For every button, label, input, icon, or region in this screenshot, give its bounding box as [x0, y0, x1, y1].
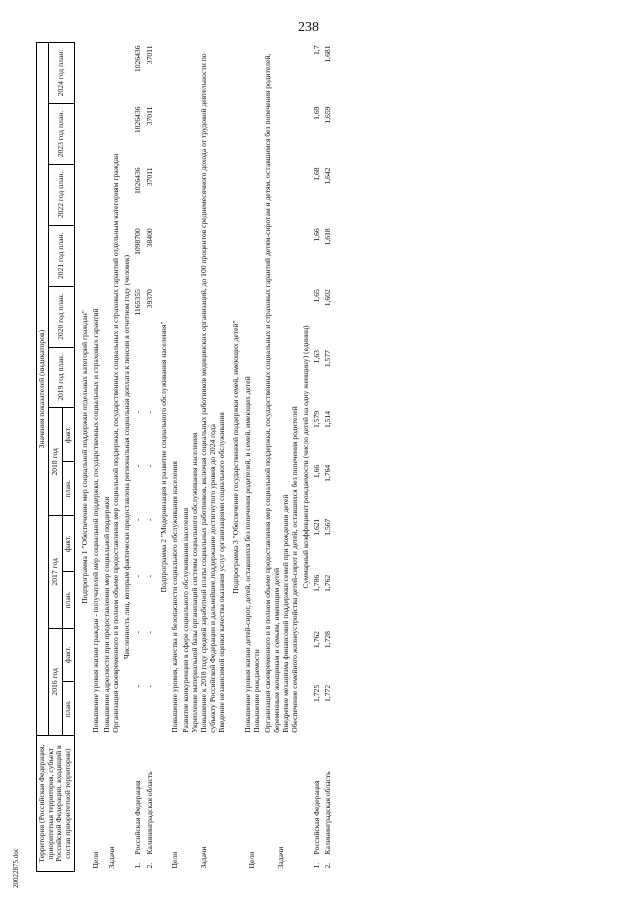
- goals-label: Цели: [169, 851, 179, 869]
- subprogram-2-tasks: Развитие конкуренции в сфере социального обслуживания населения Укрепление материальной базы организаций системы социального обслуживания населения Повышение к 2018 году средней заработной платы социальных работников, включая социальных работников медицинских организаций, до 100 процентов среднемесячного дохода от трудовой деятельности по субъекту Российской Федерации и дальнейшее поддержание достигнутого уровня до 2024 года Введение независимой оценки качества оказания услуг организациями социального обслуживания: [180, 53, 227, 733]
- subprogram-1-title: Подпрограмма 1 "Обеспечение мер социальной поддержки отдельных категорий граждан": [79, 310, 89, 604]
- subprogram-2-goals: Повышение уровня, качества и безопасности социального обслуживания населения: [169, 461, 179, 733]
- header-plan-2020: 2020 год план.: [48, 286, 74, 347]
- header-plan-2019: 2019 год план.: [48, 347, 74, 408]
- header-year-2017: 2017 год: [48, 516, 62, 628]
- header-sub: план.: [63, 462, 75, 516]
- header-values: Значения показателей (индикаторов): [37, 43, 49, 736]
- subprogram-3-tasks: Организация своевременного и в полном объеме предоставления мер социальной поддержки, государственных социальных и страховых гарантий детям-сиротам и детям, оставшимся без попечения родителей, беременным женщинам и семьям, имеющим детей Внедрение механизма финансовой поддержки семей при рождении детей Обеспечение семейного жизнеустройства детей-сирот и детей, оставшихся без попечения родителей: [262, 53, 300, 733]
- indicator-pension-supplement: Численность лиц, которым фактически предоставлена региональная социальная доплата к пенсии в отчетном году (человек): [122, 254, 132, 660]
- document-footer: 20022875.doc: [12, 848, 20, 888]
- header-sub: план.: [63, 572, 75, 628]
- header-year-2016: 2016 год: [48, 628, 62, 736]
- indicator-fertility-rate: Суммарный коэффициент рождаемости (число детей на одну женщину) (единиц): [301, 325, 311, 589]
- tasks-label: Задачи: [106, 846, 116, 869]
- header-sub: план.: [63, 682, 75, 736]
- rotated-table-page: [36, 42, 616, 872]
- header-territory: Территория (Российская Федерация, приоритетная территория, субъект Российской Федерации, входящий в состав приоритетной территории): [37, 736, 75, 872]
- tasks-label: Задачи: [199, 846, 209, 869]
- table-row: 1. Российская Федерация 1,725 1,762 1,786 1,621 1,66 1,579 1,63 1,65 1,66 1,68 1,69 1,7: [312, 45, 322, 869]
- table-row: 2. Калининградская область 1,772 1,728 1,762 1,567 1,764 1,514 1,577 1,602 1,618 1,642 1,659 1,681: [323, 45, 333, 869]
- header-sub: факт.: [63, 516, 75, 572]
- indicators-table: [36, 42, 334, 872]
- header-plan-2023: 2023 год план.: [48, 104, 74, 165]
- tasks-label: Задачи: [276, 846, 286, 869]
- page-number: 238: [298, 20, 319, 35]
- goals-label: Цели: [247, 851, 257, 869]
- subprogram-3-goals: Повышение уровня жизни детей-сирот, детей, оставшихся без попечения родителей, и семей, имеющих детей Повышение рождаемости: [242, 376, 261, 733]
- header-year-2018: 2018 год: [48, 408, 62, 516]
- header-plan-2022: 2022 год план.: [48, 164, 74, 225]
- header-sub: факт.: [63, 408, 75, 462]
- header-plan-2021: 2021 год план.: [48, 225, 74, 286]
- subprogram-2-title: Подпрограмма 2 "Модернизация и развитие социального обслуживания населения": [158, 321, 168, 593]
- table-row: 2. Калининградская область - - - - - - 39370 38400 37011 37011 37011: [144, 45, 154, 869]
- table-row: 1. Российская Федерация - - - - - - 1165355 1098700 1026436 1026436 1026436: [133, 45, 143, 869]
- subprogram-1-tasks: Повышение адресности при предоставлении мер социальной поддержки Организация своевременного и в полном объеме предоставления мер социальной поддержки, государственных социальных и страховых гарантий отдельным категориям граждан: [102, 153, 121, 733]
- goals-label: Цели: [90, 851, 100, 869]
- subprogram-3-title: Подпрограмма 3 "Обеспечение государственной поддержки семей, имеющих детей": [231, 320, 241, 594]
- subprogram-1-goals: Повышение уровня жизни граждан - получателей мер социальной поддержки, государственных социальных и страховых гарантий: [90, 308, 100, 733]
- header-sub: факт.: [63, 628, 75, 682]
- header-plan-2024: 2024 год план.: [48, 43, 74, 104]
